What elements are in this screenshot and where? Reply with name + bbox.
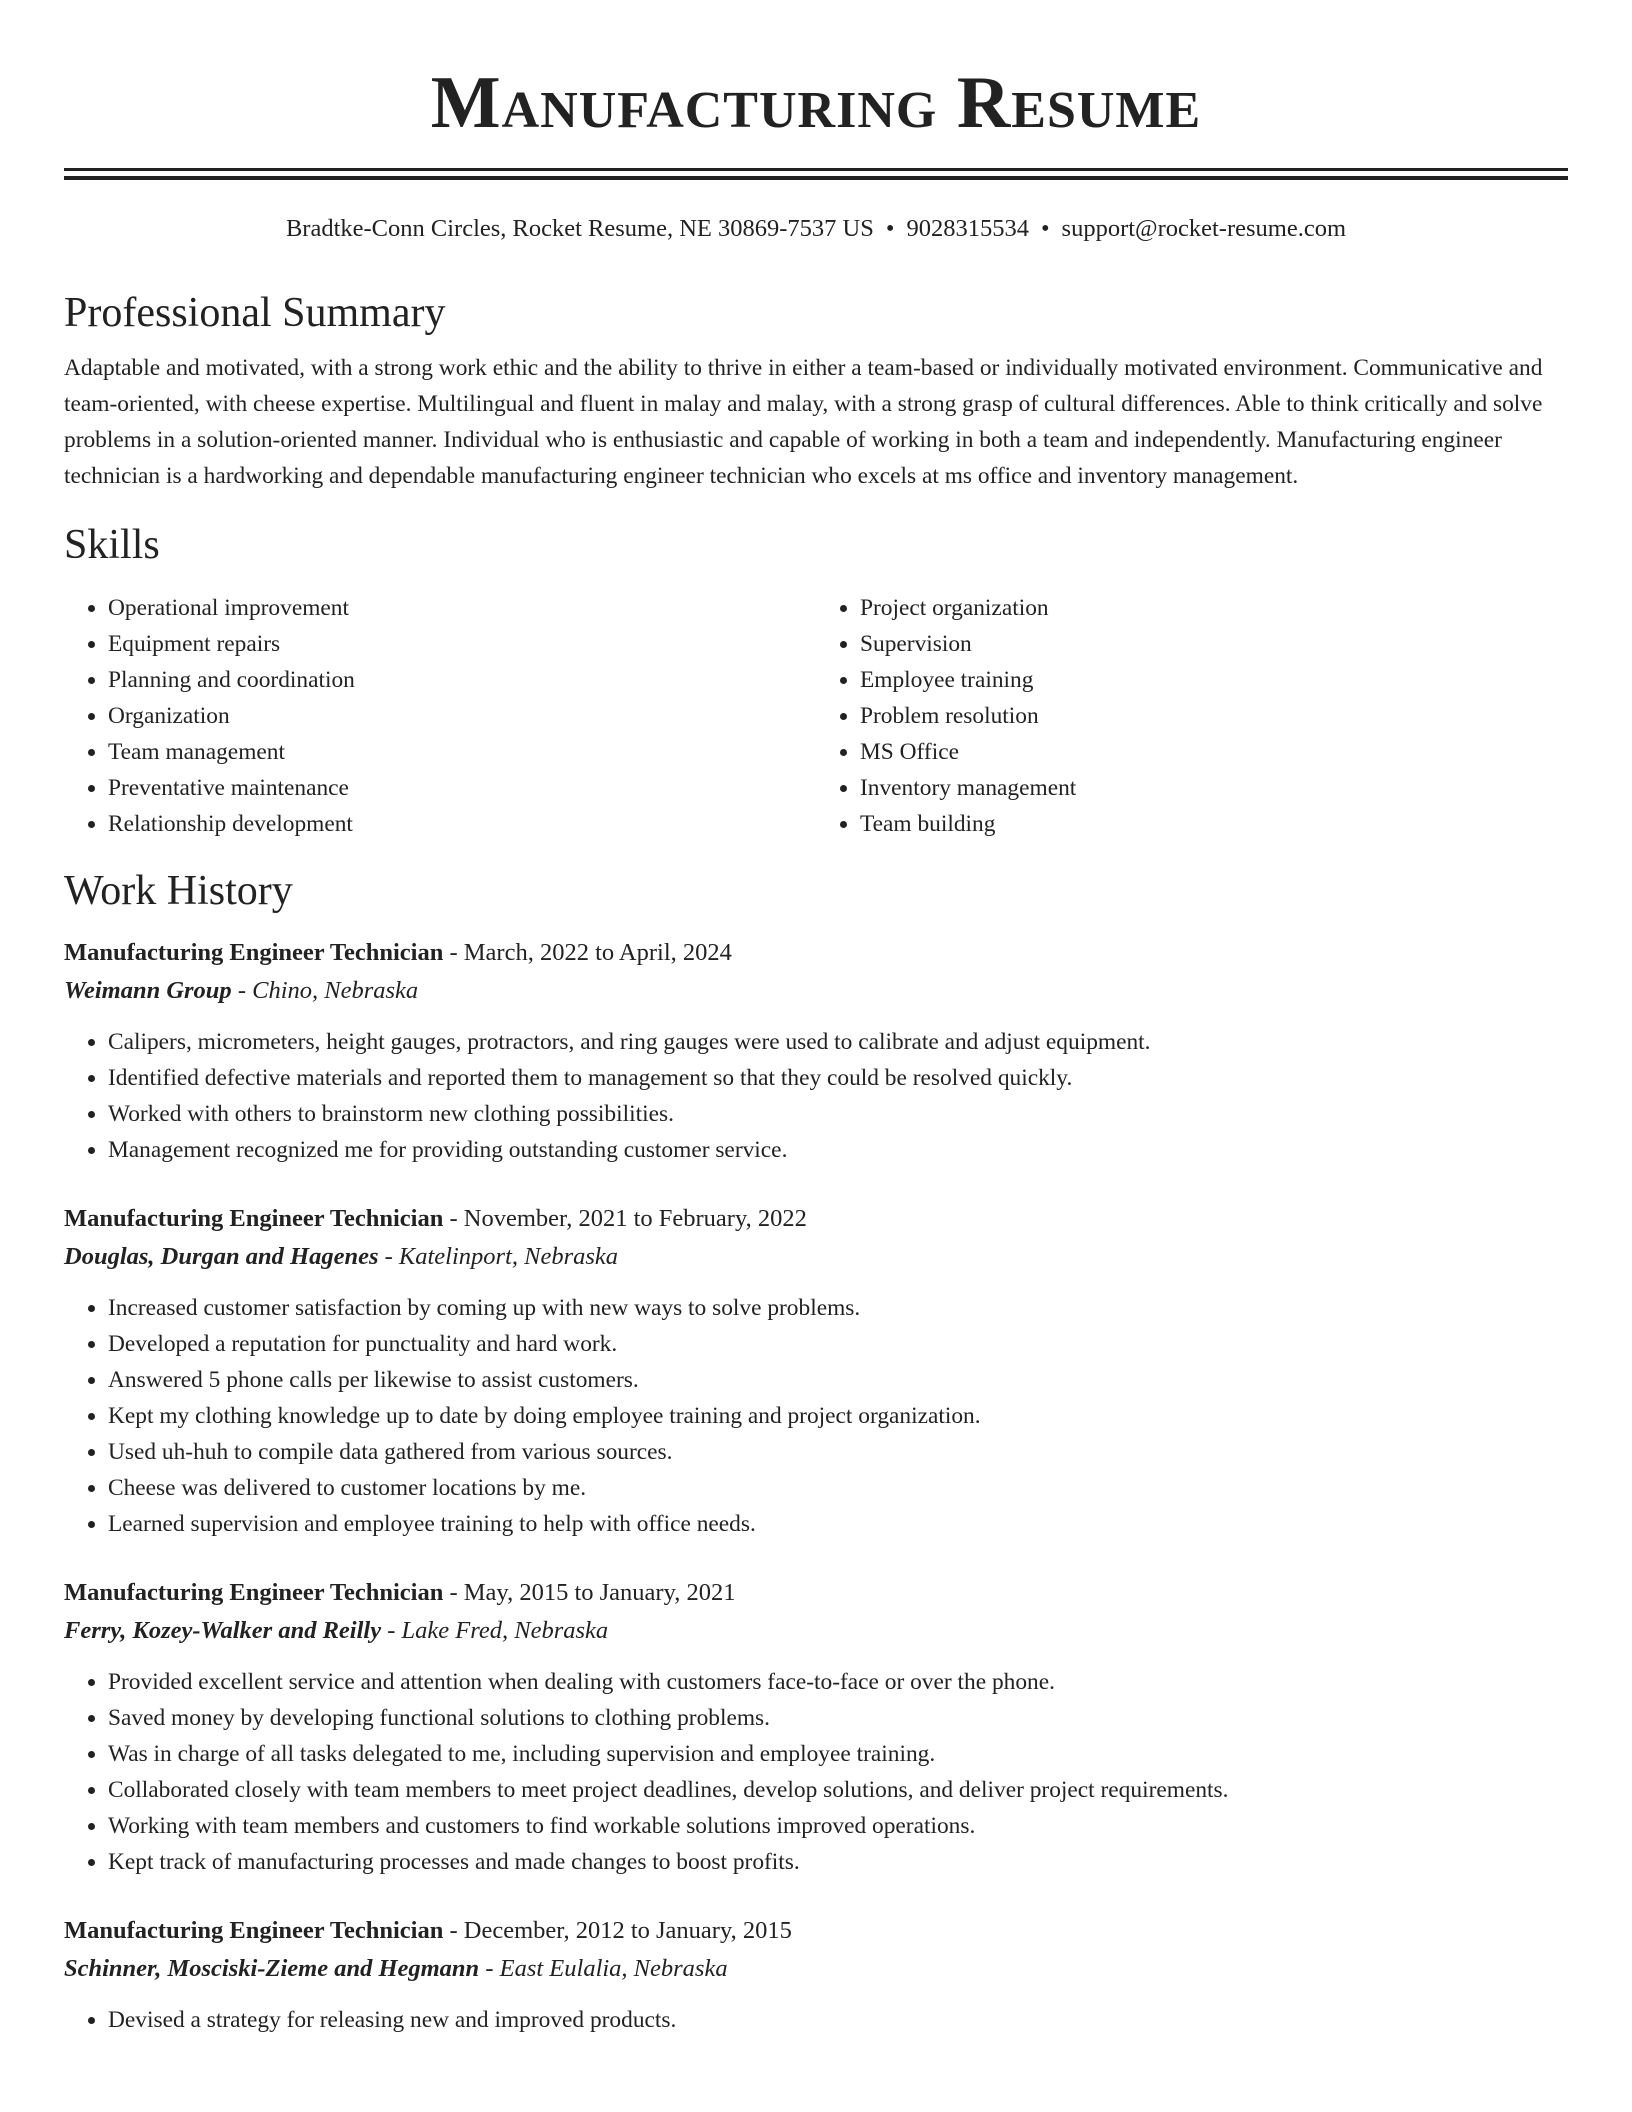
summary-heading: Professional Summary [64,290,446,336]
job-bullet: • Calipers, micrometers, height gauges, protractors, and ring gauges were used to calibrate and adjust equipment. [108,1024,1568,1060]
skill-item: • Employee training [860,662,1568,698]
job-bullets [64,1290,1568,1542]
contact-separator: • [885,215,895,242]
job-entry [64,1574,1568,1880]
job-company: Douglas, Durgan and Hagenes [64,1243,379,1270]
dash: - [449,1579,458,1606]
job-company-line [64,972,1568,1010]
job-dates: November, 2021 to February, 2022 [463,1205,807,1232]
job-dates: March, 2022 to April, 2024 [463,939,732,966]
job-bullet: • Developed a reputation for punctuality and hard work. [108,1326,1568,1362]
job-entry [64,934,1568,1168]
skills-list-left [64,590,816,842]
job-title-line [64,1912,1568,1950]
dash: - [387,1617,396,1644]
job-bullet: • Cheese was delivered to customer locations by me. [108,1470,1568,1506]
contact-email: support@rocket-resume.com [1061,215,1347,242]
title-divider-bottom [64,176,1568,180]
dash: - [449,939,458,966]
job-location: East Eulalia, Nebraska [499,1955,728,1982]
job-bullet: • Learned supervision and employee training to help with office needs. [108,1506,1568,1542]
skill-item: • Planning and coordination [108,662,816,698]
job-title-line [64,1574,1568,1612]
dash: - [449,1917,458,1944]
summary-text: Adaptable and motivated, with a strong work ethic and the ability to thrive in either a team-based or individually motivated environment. Communicative and team-oriented, with cheese expertise. Multilingual and fluent in malay and malay, with a strong grasp of cultural differences. Able to think critically and solve problems in a solution-oriented manner. Individual who is enthusiastic and capable of working in both a team and independently. Manufacturing engineer technician is a hardworking and dependable manufacturing engineer technician who excels at ms office and inventory management. [64,355,1543,489]
job-bullet: • Devised a strategy for releasing new and improved products. [108,2002,1568,2038]
job-location: Lake Fred, Nebraska [401,1617,609,1644]
dash: - [237,977,246,1004]
work-history-heading: Work History [64,868,293,914]
contact-address: Bradtke-Conn Circles, Rocket Resume, NE 30869-7537 US [285,215,874,242]
job-location: Katelinport, Nebraska [398,1243,619,1270]
skill-item: • Supervision [860,626,1568,662]
job-company-line [64,1612,1568,1650]
job-entry [64,1200,1568,1542]
job-bullet: • Provided excellent service and attention when dealing with customers face-to-face or over the phone. [108,1664,1568,1700]
job-title: Manufacturing Engineer Technician [64,939,444,966]
skill-item: • Equipment repairs [108,626,816,662]
skill-item: • Inventory management [860,770,1568,806]
job-bullet: • Saved money by developing functional solutions to clothing problems. [108,1700,1568,1736]
skill-item: • Preventative maintenance [108,770,816,806]
job-title: Manufacturing Engineer Technician [64,1579,444,1606]
resume-title: Manufacturing Resume [430,62,1202,144]
job-bullets [64,1664,1568,1880]
skill-item: • Operational improvement [108,590,816,626]
job-location: Chino, Nebraska [252,977,419,1004]
skills-list-right [816,590,1568,842]
skill-item: • Relationship development [108,806,816,842]
skill-item: • Problem resolution [860,698,1568,734]
skill-item: • MS Office [860,734,1568,770]
job-bullet: • Working with team members and customers to find workable solutions improved operations. [108,1808,1568,1844]
skill-item: • Team building [860,806,1568,842]
job-bullet: • Increased customer satisfaction by coming up with new ways to solve problems. [108,1290,1568,1326]
dash: - [485,1955,494,1982]
job-bullets [64,1024,1568,1168]
job-company-line [64,1238,1568,1276]
job-company: Ferry, Kozey-Walker and Reilly [64,1617,382,1644]
job-bullet: • Answered 5 phone calls per likewise to assist customers. [108,1362,1568,1398]
job-title: Manufacturing Engineer Technician [64,1917,444,1944]
title-divider-top [64,168,1568,171]
job-company: Schinner, Mosciski-Zieme and Hegmann [64,1955,480,1982]
job-company-line [64,1950,1568,1988]
job-title-line [64,1200,1568,1238]
job-bullet: • Worked with others to brainstorm new clothing possibilities. [108,1096,1568,1132]
skills-heading: Skills [64,522,160,568]
job-bullet: • Kept track of manufacturing processes and made changes to boost profits. [108,1844,1568,1880]
job-dates: May, 2015 to January, 2021 [463,1579,736,1606]
skills-columns [64,590,1568,842]
dash: - [449,1205,458,1232]
job-bullet: • Collaborated closely with team members to meet project deadlines, develop solutions, and deliver project requirements. [108,1772,1568,1808]
job-dates: December, 2012 to January, 2015 [463,1917,792,1944]
contact-line [64,212,1568,246]
job-entry [64,1912,1568,2038]
dash: - [384,1243,393,1270]
job-bullets [64,2002,1568,2038]
job-company: Weimann Group [64,977,232,1004]
job-bullet: • Was in charge of all tasks delegated to me, including supervision and employee training. [108,1736,1568,1772]
job-bullet: • Identified defective materials and reported them to management so that they could be resolved quickly. [108,1060,1568,1096]
contact-phone: 9028315534 [906,215,1029,242]
skill-item: • Team management [108,734,816,770]
skill-item: • Project organization [860,590,1568,626]
job-bullet: • Management recognized me for providing outstanding customer service. [108,1132,1568,1168]
skill-item: • Organization [108,698,816,734]
job-bullet: • Used uh-huh to compile data gathered from various sources. [108,1434,1568,1470]
job-title-line [64,934,1568,972]
job-bullet: • Kept my clothing knowledge up to date by doing employee training and project organization. [108,1398,1568,1434]
job-title: Manufacturing Engineer Technician [64,1205,444,1232]
contact-separator: • [1040,215,1050,242]
resume-page [64,0,1568,2038]
